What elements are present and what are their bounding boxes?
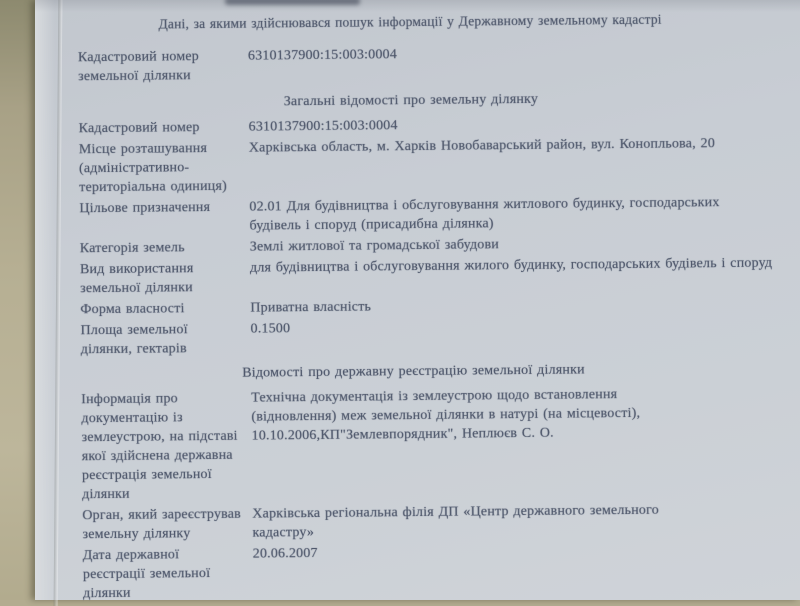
general-section-title: Загальні відомості про земельну ділянку [283,91,539,110]
field-label: Кадастровий номер [78,120,200,137]
field-value: Приватна власність [250,299,372,316]
field-row [80,315,775,360]
field-label: Форма власності [80,301,185,318]
document-page [35,0,800,600]
field-value: 0.1500 [250,321,291,337]
field-value: Харківська регіональна філія ДП «Центр державного земельного кадастру» [252,502,659,541]
field-label: Місце розташування (адміністративно-територіальна одиниця) [78,141,228,196]
general-fields [79,113,776,360]
field-value: Землі житлової та громадської забудови [249,237,500,255]
field-value: 20.06.2007 [252,545,318,562]
field-value: для будівництва і обслуговування жилого будинку, господарських будівель і споруд [249,255,773,276]
field-row [82,500,777,545]
field-value: 6310137900:15:003:0004 [247,47,398,64]
field-label: Дата державної реєстрації земельної ділянки [82,547,211,602]
field-row [79,193,774,238]
field-label: Вид використання земельної ділянки [79,261,194,297]
field-value: Харківська область, м. Харків Новобаварський район, вул. Конопльова, 20 [248,136,716,156]
field-label: Цільове призначення [79,199,211,217]
search-fields [78,42,773,87]
field-value: 6310137900:15:003:0004 [248,118,398,135]
registration-fields [81,384,778,604]
field-label: Інформація про документацію із землеустрою, на підставі якої здійснена державна реєстрація земельної ділянки [81,391,238,503]
field-value: Технічна документація із землеустрою щодо встановлення (відновлення) меж земельної ділянки в натурі (на місцевості), 10.10.2006,КП"Землевпорядник", Неплюєв С. О. [251,387,641,444]
field-label: Кадастровий номер земельної ділянки [77,49,200,85]
field-label: Орган, який зареєстрував земельну ділянку [82,506,242,543]
search-data-heading: Дані, за якими здійснювався пошук інформації у Державному земельному кадастрі [158,11,662,32]
document-content [32,0,800,604]
field-value: 02.01 Для будівництва і обслуговування житлового будинку, господарських будівель і споруд (присадибна ділянка) [249,195,720,234]
field-row [81,384,777,505]
field-row [78,42,773,87]
field-row [80,254,775,299]
field-label: Площа земельної ділянки, гектарів [80,322,188,358]
field-row [79,134,775,198]
field-row [83,540,779,604]
field-label: Категорія земель [79,240,185,257]
registration-section-title: Відомості про державну реєстрацію земельної ділянки [242,362,585,381]
